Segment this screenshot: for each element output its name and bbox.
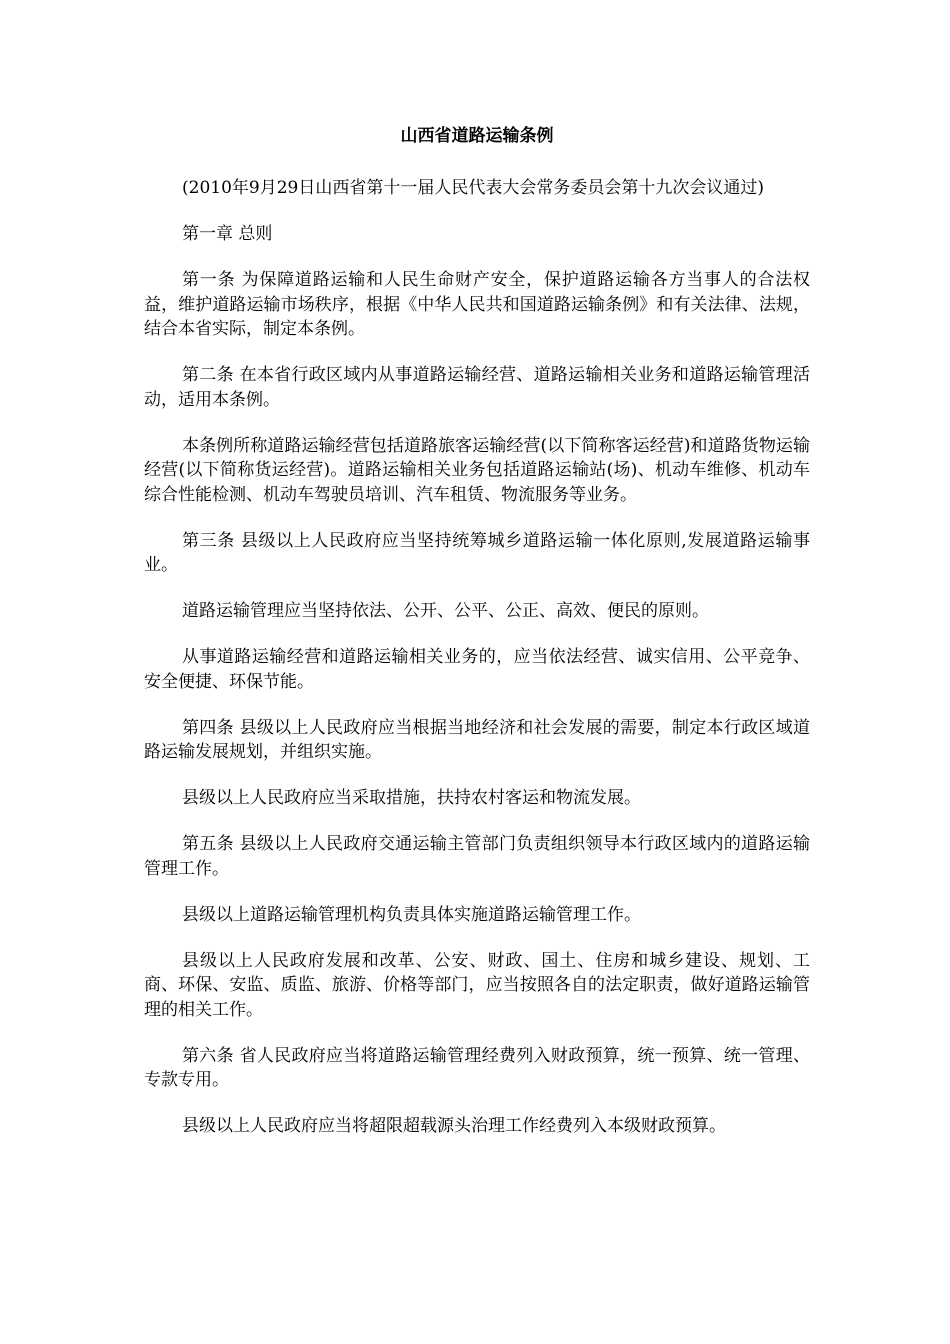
article-6-paragraph-2: 县级以上人民政府应当将超限超载源头治理工作经费列入本级财政预算。 xyxy=(182,1116,726,1136)
article-4: 第四条 县级以上人民政府应当根据当地经济和社会发展的需要，制定本行政区域道路运输发展规划，并组织实施。 xyxy=(144,717,810,762)
article-6: 第六条 省人民政府应当将道路运输管理经费列入财政预算，统一预算、统一管理、专款专用。 xyxy=(144,1045,810,1090)
article-2-paragraph-2: 本条例所称道路运输经营包括道路旅客运输经营(以下简称客运经营)和道路货物运输经营(以下简称货运经营)。道路运输相关业务包括道路运输站(场)、机动车维修、机动车综合性能检测、机动车驾驶员培训、汽车租赁、物流服务等业务。 xyxy=(144,435,810,505)
article-2: 第二条 在本省行政区域内从事道路运输经营、道路运输相关业务和道路运输管理活动，适用本条例。 xyxy=(144,365,810,410)
enactment-note: (2010年9月29日山西省第十一届人民代表大会常务委员会第十九次会议通过) xyxy=(182,178,764,198)
chapter-heading: 第一章 总则 xyxy=(182,224,273,244)
article-4-paragraph-2: 县级以上人民政府应当采取措施，扶持农村客运和物流发展。 xyxy=(182,788,641,808)
document-title: 山西省道路运输条例 xyxy=(400,126,554,146)
article-3-paragraph-2: 道路运输管理应当坚持依法、公开、公平、公正、高效、便民的原则。 xyxy=(182,601,709,621)
article-3-paragraph-3: 从事道路运输经营和道路运输相关业务的，应当依法经营、诚实信用、公平竞争、安全便捷、环保节能。 xyxy=(144,647,810,692)
article-5: 第五条 县级以上人民政府交通运输主管部门负责组织领导本行政区域内的道路运输管理工作。 xyxy=(144,834,810,879)
document-body xyxy=(144,124,810,1160)
article-5-paragraph-3: 县级以上人民政府发展和改革、公安、财政、国土、住房和城乡建设、规划、工商、环保、安监、质监、旅游、价格等部门，应当按照各自的法定职责，做好道路运输管理的相关工作。 xyxy=(144,950,810,1020)
article-3: 第三条 县级以上人民政府应当坚持统筹城乡道路运输一体化原则,发展道路运输事业。 xyxy=(144,530,810,575)
article-5-paragraph-2: 县级以上道路运输管理机构负责具体实施道路运输管理工作。 xyxy=(182,904,641,925)
article-1: 第一条 为保障道路运输和人民生命财产安全，保护道路运输各方当事人的合法权益，维护道路运输市场秩序，根据《中华人民共和国道路运输条例》和有关法律、法规，结合本省实际，制定本条例。 xyxy=(144,270,810,339)
